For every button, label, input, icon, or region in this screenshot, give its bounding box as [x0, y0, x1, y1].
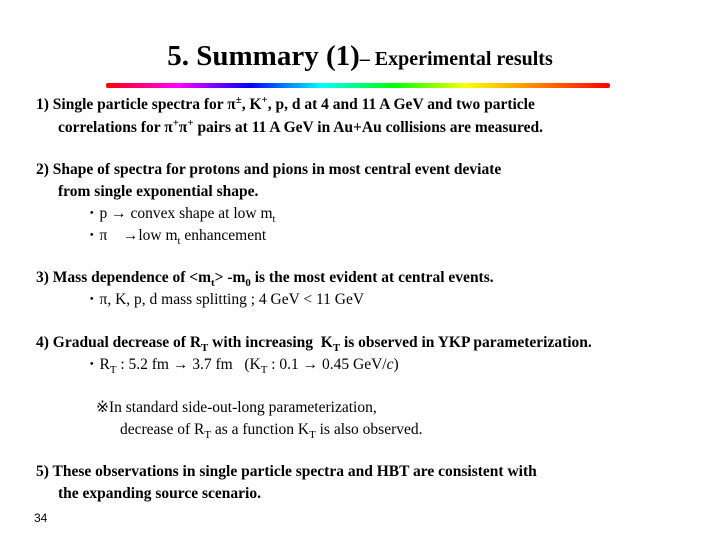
title-main: 5. Summary (1): [167, 40, 360, 72]
item-2-line-1: 2) Shape of spectra for protons and pions in most central event deviate: [36, 161, 502, 178]
item-2-bullet-pions: ・π →low $m_t$ enhancement: [84, 227, 267, 248]
item-2-line-2: from single exponential shape.: [58, 183, 259, 200]
item-1-line-2: correlations for π+π+ pairs at 11 A GeV in Au+Au collisions are measured.: [58, 116, 544, 136]
slide-title: [0, 40, 720, 73]
title-gradient-rule: [106, 83, 610, 88]
note-line-2: decrease of $R_T$ as a function $K_T$ is also observed.: [120, 421, 423, 442]
note-line-1: ※In standard side-out-long parameterization,: [96, 399, 377, 416]
title-subtitle: – Experimental results: [359, 48, 553, 70]
item-4-line-1: 4) Gradual decrease of $R_T$ with increasing $K_T$ is observed in YKP parameterization.: [36, 334, 592, 355]
item-1-line-1: 1) Single particle spectra for π±, K+, p, d at 4 and 11 A GeV and two particle: [36, 93, 535, 113]
item-3-line-1: 3) Mass dependence of $<m_t> -m_0$ is the most evident at central events.: [36, 269, 494, 290]
item-2-bullet-protons: ・p → convex shape at low $m_t$: [84, 205, 276, 226]
item-3-bullet: ・π, K, p, d mass splitting ; 4 GeV < 11 GeV: [84, 291, 365, 308]
page-number: 34: [34, 511, 48, 525]
item-4-bullet: ・$R_T$ : 5.2 fm → 3.7 fm ($K_T$ : 0.1 → 0.45 GeV/c): [84, 356, 399, 377]
item-5-line-2: the expanding source scenario.: [58, 485, 261, 502]
item-5-line-1: 5) These observations in single particle spectra and HBT are consistent with: [36, 463, 537, 480]
